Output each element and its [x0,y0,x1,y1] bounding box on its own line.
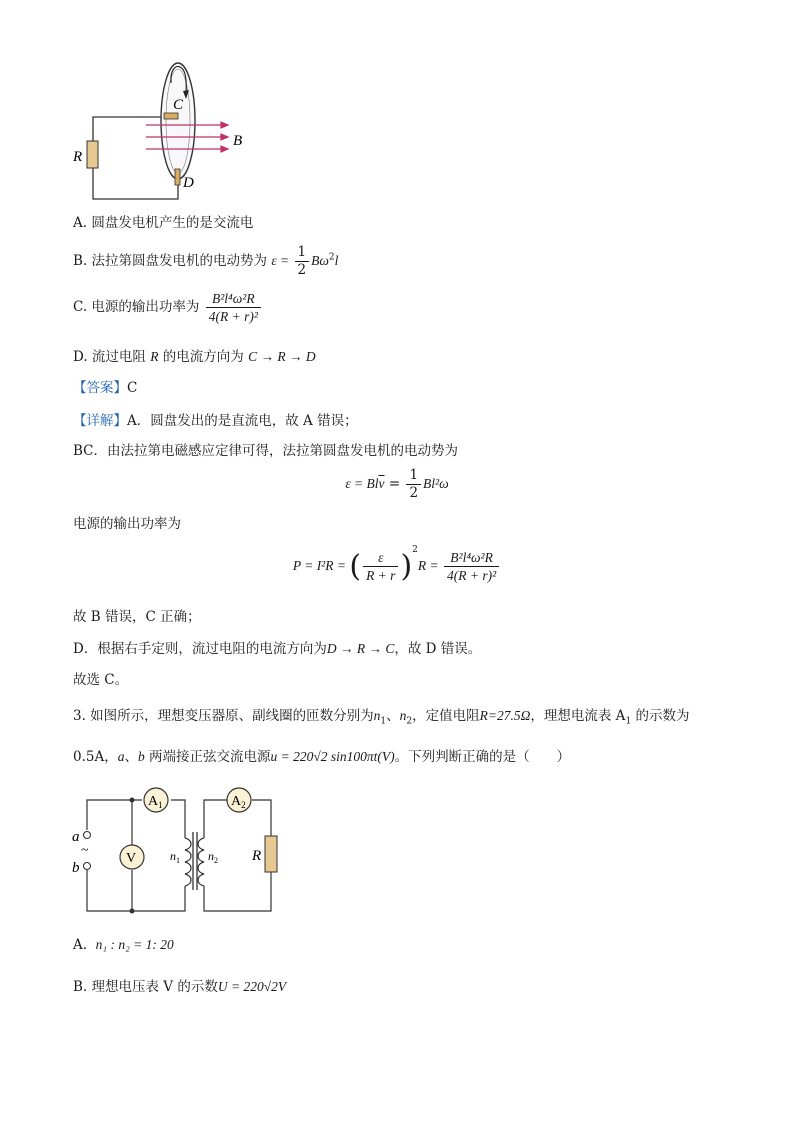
option-c-prefix: C. 电源的输出功率为 [73,299,200,315]
label-b: B [233,133,243,149]
primary-wire [87,800,142,830]
terminal-b [84,863,91,870]
detail-d: D．根据右手定则，流过电阻的电流方向为D → R → C，故 D 错误。 [73,641,482,657]
option-c [73,290,263,325]
answer-tag: 【答案】 [73,380,127,396]
option-d-path: C → R → D [248,349,316,364]
q3-option-a: A. n₁ : n₂ = 1: 20 [73,937,174,953]
fig2-label-tilde: ~ [81,843,89,858]
svg-text:V: V [126,851,137,866]
transformer-figure [68,786,288,916]
brush-c [164,113,178,119]
answer-value: C [127,380,138,396]
q3-line1: 3. 如图所示，理想变压器原、副线圈的匝数分别为$n_1$、$n_2$，定值电阻R=27.5Ω，理想电流表 $A_1$ 的示数为 [73,708,690,727]
detail-tag: 【详解】 [73,413,127,429]
fig2-label-r: R [252,848,262,864]
fig2-label-b: b [72,860,80,876]
label-c: C [173,97,184,113]
primary-coil [185,838,191,886]
option-b-prefix: B. 法拉第圆盘发电机的电动势为 [73,253,268,269]
label-d: D [183,175,194,191]
option-c-fraction: $\frac{\text{B²l⁴ω²R}}{\text{4(R + r)²}}$ [206,290,261,325]
detail-choose: 故选 C。 [73,672,129,688]
equation-emf: $\varepsilon = Bl\overline{v}$ = $\frac{1}{2}$ Bl²ω [345,467,449,501]
detail-power: 电源的输出功率为 [73,516,181,532]
secondary-coil [198,838,204,886]
fig2-label-n1: $n_1$ [170,849,180,865]
source-equation: u = 220√2 sin100πt(V) [270,749,395,764]
equation-power: P = I²R = ( $\frac{\varepsilon}{R + r}$ )$^2$R = $\frac{\text{B²l⁴ω²R}}{\text{4(R + r)²}}$ [0,545,794,584]
fig2-label-n2: $n_2$ [208,849,218,865]
secondary-wire [204,800,227,838]
brush-d [175,169,180,185]
option-b-eq-lhs: ε = [271,253,293,268]
detail-conclusion: 故 B 错误，C 正确； [73,609,201,625]
option-b-rhs: Bω [311,253,329,268]
q3-option-b: B. 理想电压表 V 的示数U = 220√2V [73,979,287,995]
svg-text:A2: $A_2$ [231,794,246,810]
disc-generator-figure [70,55,280,205]
resistor [87,141,98,168]
svg-text:A1: $A_1$ [148,794,163,810]
detail-bc: BC．由法拉第电磁感应定律可得，法拉第圆盘发电机的电动势为 [73,443,458,459]
q3-line2: 0.5A，a、b 两端接正弦交流电源u = 220√2 sin100πt(V)。下列判断正确的是（ ） [73,749,571,765]
detail-a: 【详解】A．圆盘发出的是直流电，故 A 错误； [73,413,358,429]
fig2-label-a: a [72,829,80,845]
option-b: B. 法拉第圆盘发电机的电动势为 ε = $\frac{1}{2}$ $B\omega^2l$ [73,244,339,278]
option-d: D. 流过电阻 R 的电流方向为 C → R → D [73,349,316,365]
option-b-fraction: $\frac{1}{2}$ [295,244,310,279]
option-a: A. 圆盘发电机产生的是交流电 [73,215,254,231]
resistor-r [265,836,277,872]
answer-line [73,378,137,398]
label-r: R [73,149,83,165]
terminal-a [84,832,91,839]
